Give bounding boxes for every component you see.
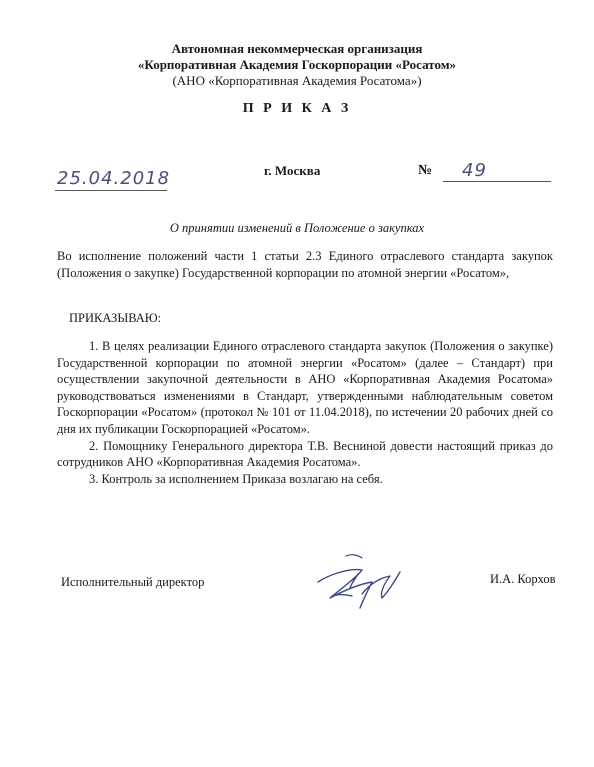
item-text: Контроль за исполнением Приказа возлагаю на себя.	[101, 471, 383, 486]
list-item	[57, 338, 553, 438]
order-items-list	[57, 338, 553, 487]
signatory-position: Исполнительный директор	[61, 575, 205, 589]
org-short-name: (АНО «Корпоративная Академия Росатома»)	[172, 73, 422, 88]
subject-line: О принятии изменений в Положение о закупках	[169, 221, 425, 235]
list-item	[57, 471, 553, 488]
handwritten-signature-icon	[290, 548, 420, 618]
city: г. Москва	[264, 163, 321, 178]
date-underline	[55, 190, 167, 191]
item-number: 1.	[89, 339, 99, 353]
number-underline	[443, 181, 551, 182]
preamble-paragraph: Во исполнение положений части 1 статьи 2.3 Единого отраслевого стандарта закупок (Положения о закупке) Государственной корпорации по атомной энергии «Росатом»,	[57, 249, 553, 280]
org-name-line2: «Корпоративная Академия Госкорпорации «Росатом»	[137, 57, 457, 72]
handwritten-date: 25.04.2018	[57, 168, 171, 189]
signatory-name: И.А. Корхов	[490, 572, 556, 586]
item-number: 3.	[89, 471, 99, 486]
item-text: Помощнику Генерального директора Т.В. Весниной довести настоящий приказ до сотрудников АНО «Корпоративная Академия Росатома».	[57, 438, 554, 470]
org-name-line1: Автономная некоммерческая организация	[171, 41, 423, 56]
item-text: В целях реализации Единого отраслевого стандарта закупок (Положения о закупке) Государственной корпорации по атомной энергии «Росатом» (далее – Стандарт) при осуществлении закупочной деятельности в АНО «Корпоративная Академия Росатома» руководствоваться изменениями в Стандарт, утвержденными наблюдательным советом Госкорпорации «Росатом» (протокол № 101 от 11.04.2018), по истечении 20 рабочих дней со дня их публикации Госкорпорацией «Росатом».	[57, 339, 553, 436]
list-item	[57, 438, 553, 471]
item-number: 2.	[89, 438, 99, 453]
number-sign: №	[418, 163, 433, 178]
order-word: ПРИКАЗЫВАЮ:	[69, 311, 162, 325]
doc-type-title: П Р И К А З	[242, 101, 352, 116]
handwritten-number: 49	[462, 160, 487, 181]
